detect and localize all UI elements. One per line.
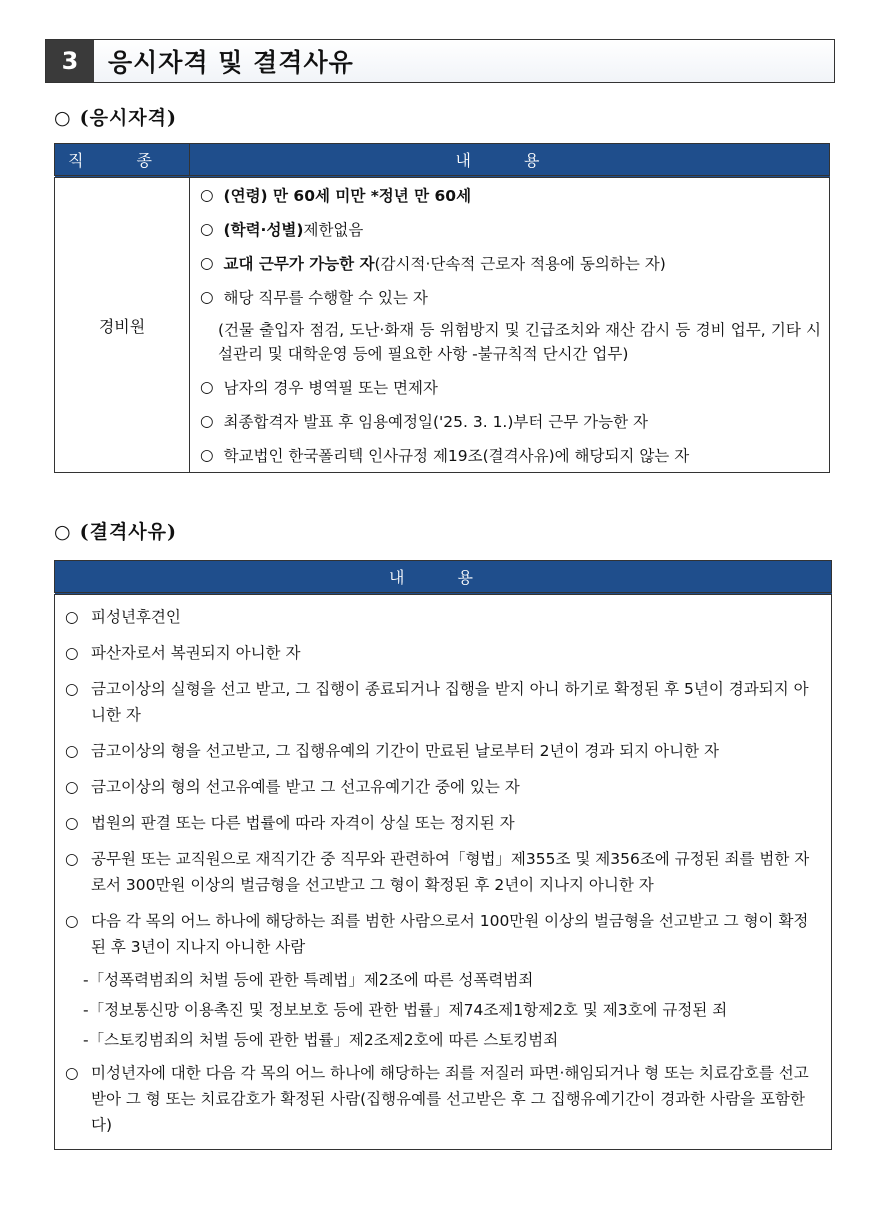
disqualification-subitem: -「정보통신망 이용촉진 및 정보보호 등에 관한 법률」제74조제1항제2호 및 제3호에 규정된 죄 [83,1001,728,1019]
disqualification-subitem: -「스토킹범죄의 처벌 등에 관한 법률」제2조제2호에 따른 스토킹범죄 [83,1031,559,1049]
qualification-content [190,177,830,473]
qualification-item: ○ 해당 직무를 수행할 수 있는 자 [200,288,428,307]
bullet-icon: ○ [54,107,72,129]
disqualification-item: ○ 금고이상의 형을 선고받고, 그 집행유예의 기간이 만료된 날로부터 2년이 경과 되지 아니한 자 [65,742,719,760]
qualification-table [54,143,830,473]
qualification-item: ○ 최종합격자 발표 후 임용예정일('25. 3. 1.)부터 근무 가능한 자 [200,412,648,431]
qualification-item: ○ (연령) 만 60세 미만 *정년 만 60세 [200,186,472,205]
disqualification-subitem: -「성폭력범죄의 처벌 등에 관한 특례법」제2조에 따른 성폭력범죄 [83,971,534,989]
disqualification-item: ○ 피성년후견인 [65,608,181,626]
qualification-item: ○ 남자의 경우 병역필 또는 면제자 [200,378,438,397]
bullet-icon: ○ [54,521,72,543]
disqualification-item: ○ 금고이상의 실형을 선고 받고, 그 집행이 종료되거나 집행을 받지 아니 하기로 확정된 후 5년이 경과되지 아니한 자 [65,680,809,724]
qualification-item: ○ 교대 근무가 가능한 자 (감시적·단속적 근로자 적용에 동의하는 자) [200,254,666,273]
disqualification-heading: ○ (결격사유) [54,521,177,543]
section-header [45,39,835,83]
section-title: 응시자격 및 결격사유 [94,40,834,82]
disqualification-item: ○ 법원의 판결 또는 다른 법률에 따라 자격이 상실 또는 정지된 자 [65,814,515,832]
disqualification-item: ○ 파산자로서 복권되지 아니한 자 [65,644,301,662]
column-header-content: 내 용 [55,561,832,594]
disqualification-item: ○ 공무원 또는 교직원으로 재직기간 중 직무와 관련하여「형법」제355조 및 제356조에 규정된 죄를 범한 자로서 300만원 이상의 벌금형을 선고받고 그 형이 확정된 후 2년이 지나지 아니한 자 [65,850,810,894]
column-header-job: 직 종 [55,144,190,177]
qualification-heading: ○ (응시자격) [54,107,177,129]
disqualification-item: ○ 미성년자에 대한 다음 각 목의 어느 하나에 해당하는 죄를 저질러 파면·해임되거나 형 또는 치료감호를 선고받아 그 형 또는 치료감호가 확정된 사람(집행유예를 선고받은 후 그 집행유예기간이 경과한 사람을 포함한다) [65,1064,809,1134]
duty-note: (건물 출입자 점검, 도난·화재 등 위험방지 및 긴급조치와 재산 감시 등 경비 업무, 기타 시설관리 및 대학운영 등에 필요한 사항 -불규칙적 단시간 업무) [218,321,821,363]
disqualification-item: ○ 금고이상의 형의 선고유예를 받고 그 선고유예기간 중에 있는 자 [65,778,520,796]
section-number: 3 [46,40,94,82]
disqualification-table [54,560,832,1150]
column-header-content: 내 용 [190,144,830,177]
disqualification-content [55,594,832,1150]
disqualification-item: ○ 다음 각 목의 어느 하나에 해당하는 죄를 범한 사람으로서 100만원 이상의 벌금형을 선고받고 그 형이 확정된 후 3년이 지나지 아니한 사람 [65,912,809,956]
qualification-item: ○ 학교법인 한국폴리텍 인사규정 제19조(결격사유)에 해당되지 않는 자 [200,446,690,465]
qualification-item: ○ (학력·성별) 제한없음 [200,220,364,239]
job-title: 경비원 [55,177,190,473]
